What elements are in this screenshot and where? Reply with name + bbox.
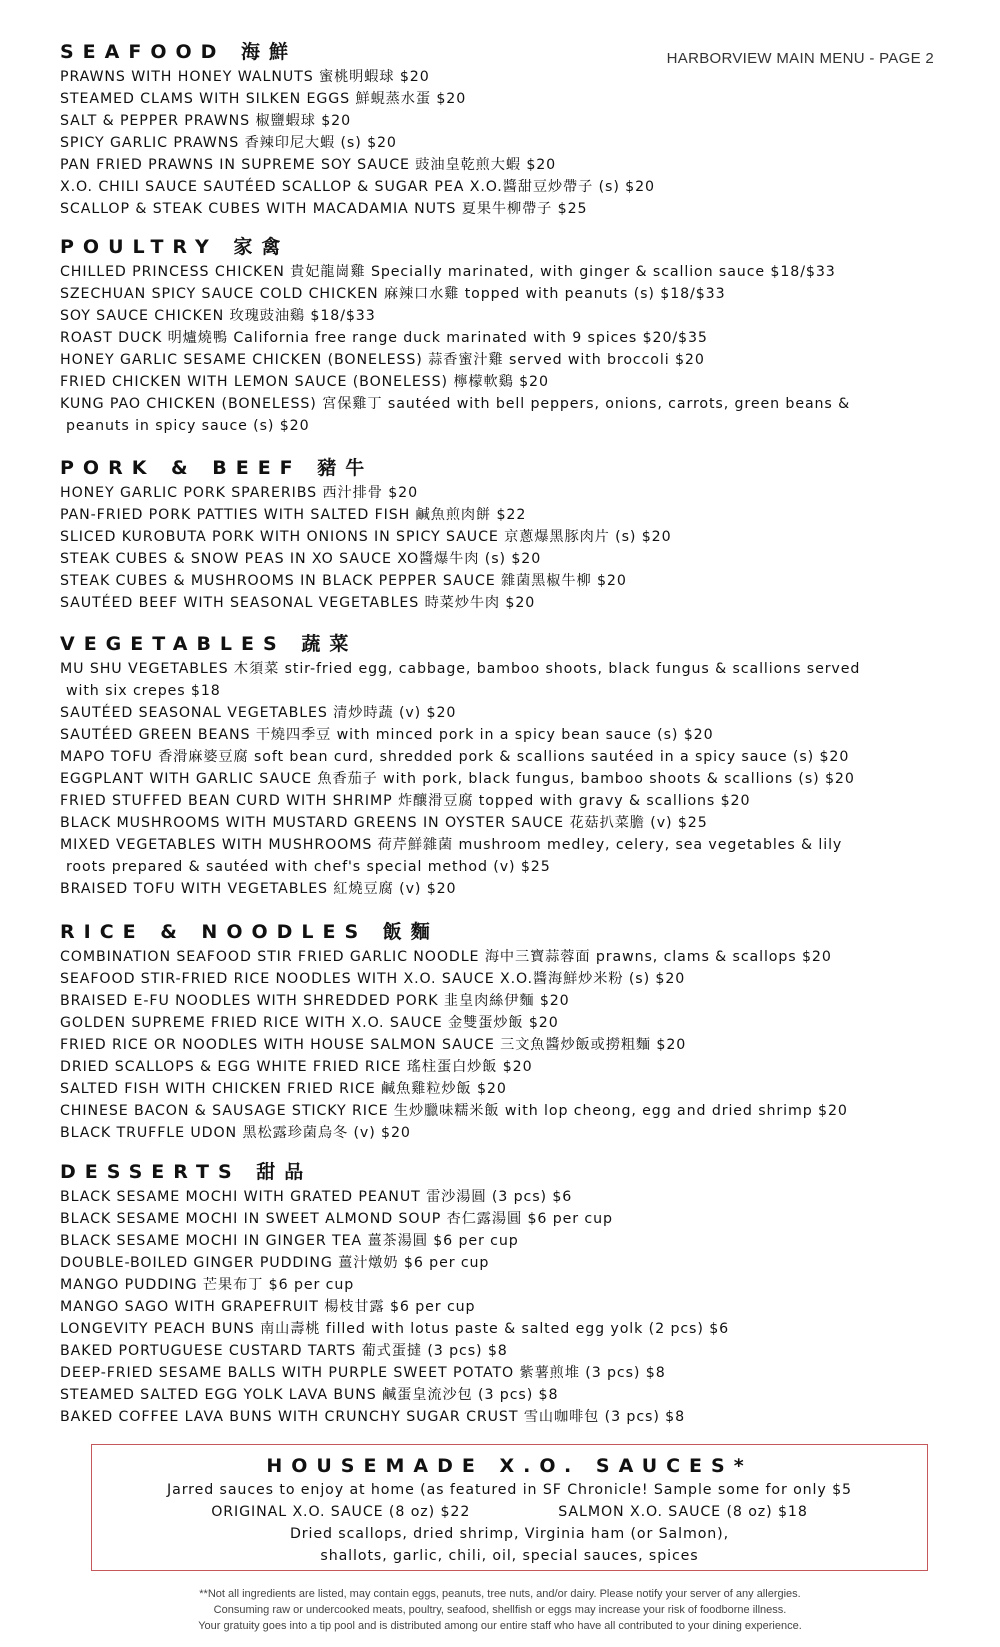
xo-box-subtitle: Jarred sauces to enjoy at home (as featured in SF Chronicle! Sample some for only $5 [167, 1482, 852, 1498]
section-desserts [60, 1158, 960, 1428]
menu-item: DRIED SCALLOPS & EGG WHITE FRIED RICE 瑤柱蛋白炒飯 $20 [60, 1059, 533, 1075]
menu-item: STEAMED SALTED EGG YOLK LAVA BUNS 鹹蛋皇流沙包 (3 pcs) $8 [60, 1387, 559, 1403]
menu-item: MIXED VEGETABLES WITH MUSHROOMS 荷芹鮮雜菌 mushroom medley, celery, sea vegetables & lily [60, 837, 843, 853]
menu-item: SZECHUAN SPICY SAUCE COLD CHICKEN 麻辣口水雞 topped with peanuts (s) $18/$33 [60, 286, 726, 302]
menu-item: DOUBLE-BOILED GINGER PUDDING 薑汁燉奶 $6 per cup [60, 1255, 490, 1271]
menu-item: ROAST DUCK 明爐燒鴨 California free range duck marinated with 9 spices $20/$35 [60, 330, 708, 346]
menu-item: FRIED RICE OR NOODLES WITH HOUSE SALMON SAUCE 三文魚醬炒飯或撈粗麵 $20 [60, 1037, 687, 1053]
xo-description: shallots, garlic, chili, oil, special sauces, spices [320, 1548, 699, 1564]
menu-item: MAPO TOFU 香滑麻婆豆腐 soft bean curd, shredded pork & scallions sautéed in a spicy sauce (s) $20 [60, 749, 850, 765]
xo-price-row [92, 1501, 927, 1523]
menu-item: STEAMED CLAMS WITH SILKEN EGGS 鮮蜆蒸水蛋 $20 [60, 91, 467, 107]
menu-item: BLACK MUSHROOMS WITH MUSTARD GREENS IN OYSTER SAUCE 花菇扒菜膽 (v) $25 [60, 815, 708, 831]
menu-item: SALT & PEPPER PRAWNS 椒鹽蝦球 $20 [60, 113, 351, 129]
menu-item: SAUTÉED BEEF WITH SEASONAL VEGETABLES 時菜炒牛肉 $20 [60, 595, 536, 611]
menu-item: BRAISED E-FU NOODLES WITH SHREDDED PORK 韭皇肉絲伊麵 $20 [60, 993, 570, 1009]
section-title: POULTRY 家禽 [60, 236, 290, 258]
menu-item: KUNG PAO CHICKEN (BONELESS) 宮保雞丁 sautéed with bell peppers, onions, carrots, green beans & [60, 396, 851, 412]
menu-item: STEAK CUBES & MUSHROOMS IN BLACK PEPPER SAUCE 雜菌黑椒牛柳 $20 [60, 573, 627, 589]
menu-item: BAKED PORTUGUESE CUSTARD TARTS 葡式蛋撻 (3 pcs) $8 [60, 1343, 508, 1359]
menu-item: SOY SAUCE CHICKEN 玫瑰豉油鷄 $18/$33 [60, 308, 376, 324]
menu-item: MANGO PUDDING 芒果布丁 $6 per cup [60, 1277, 355, 1293]
item-list [60, 1186, 960, 1428]
menu-item: BLACK SESAME MOCHI WITH GRATED PEANUT 雷沙湯圓 (3 pcs) $6 [60, 1189, 573, 1205]
item-list [60, 946, 960, 1144]
item-list [60, 482, 960, 614]
menu-item: FRIED CHICKEN WITH LEMON SAUCE (BONELESS) 檸檬軟鷄 $20 [60, 374, 549, 390]
gratuity-note: Your gratuity goes into a tip pool and is distributed among our entire staff who have all contributed to your dining experience. [198, 1620, 802, 1632]
menu-item-continued: roots prepared & sautéed with chef's special method (v) $25 [66, 859, 551, 875]
menu-item: COMBINATION SEAFOOD STIR FRIED GARLIC NOODLE 海中三寶蒜蓉面 prawns, clams & scallops $20 [60, 949, 832, 965]
item-list [60, 66, 960, 220]
page-label: HARBORVIEW MAIN MENU - PAGE 2 [666, 50, 934, 67]
xo-original-price: ORIGINAL X.O. SAUCE (8 oz) $22 [211, 1504, 471, 1520]
menu-item: SCALLOP & STEAK CUBES WITH MACADAMIA NUTS 夏果牛柳帶子 $25 [60, 201, 588, 217]
section-poultry [60, 233, 960, 437]
menu-item: HONEY GARLIC PORK SPARERIBS 西汁排骨 $20 [60, 485, 419, 501]
menu-item: BAKED COFFEE LAVA BUNS WITH CRUNCHY SUGAR CRUST 雪山咖啡包 (3 pcs) $8 [60, 1409, 686, 1425]
item-list [60, 261, 960, 437]
menu-item: CHILLED PRINCESS CHICKEN 貴妃龍崗雞 Specially marinated, with ginger & scallion sauce $18/$33 [60, 264, 836, 280]
menu-item: DEEP-FRIED SESAME BALLS WITH PURPLE SWEET POTATO 紫薯煎堆 (3 pcs) $8 [60, 1365, 666, 1381]
footer-notes [0, 1586, 1000, 1634]
allergy-note: **Not all ingredients are listed, may contain eggs, peanuts, tree nuts, and/or dairy. Please notify your server of any allergies. [199, 1588, 801, 1600]
menu-item: BLACK SESAME MOCHI IN GINGER TEA 薑茶湯圓 $6 per cup [60, 1233, 519, 1249]
menu-item: HONEY GARLIC SESAME CHICKEN (BONELESS) 蒜香蜜汁雞 served with broccoli $20 [60, 352, 705, 368]
section-title: VEGETABLES 蔬菜 [60, 633, 358, 655]
xo-description: Dried scallops, dried shrimp, Virginia ham (or Salmon), [289, 1526, 730, 1542]
menu-item: SLICED KUROBUTA PORK WITH ONIONS IN SPICY SAUCE 京蔥爆黑豚肉片 (s) $20 [60, 529, 672, 545]
menu-item: BRAISED TOFU WITH VEGETABLES 紅燒豆腐 (v) $20 [60, 881, 457, 897]
section-title: RICE & NOODLES 飯麵 [60, 921, 439, 943]
menu-item: SAUTÉED SEASONAL VEGETABLES 清炒時蔬 (v) $20 [60, 705, 457, 721]
menu-item: LONGEVITY PEACH BUNS 南山壽桃 filled with lotus paste & salted egg yolk (2 pcs) $6 [60, 1321, 730, 1337]
section-pork-beef [60, 454, 960, 614]
menu-item: X.O. CHILI SAUCE SAUTÉED SCALLOP & SUGAR PEA X.O.醬甜豆炒帶子 (s) $20 [60, 179, 655, 195]
menu-item: SALTED FISH WITH CHICKEN FRIED RICE 鹹魚雞粒炒飯 $20 [60, 1081, 507, 1097]
menu-item: SAUTÉED GREEN BEANS 干燒四季豆 with minced pork in a spicy bean sauce (s) $20 [60, 727, 714, 743]
section-vegetables [60, 630, 960, 900]
menu-item: MU SHU VEGETABLES 木須菜 stir-fried egg, cabbage, bamboo shoots, black fungus & scallions served [60, 661, 861, 677]
section-title: SEAFOOD 海鮮 [60, 41, 298, 63]
xo-box-title: HOUSEMADE X.O. SAUCES* [266, 1455, 753, 1477]
menu-item: MANGO SAGO WITH GRAPEFRUIT 楊枝甘露 $6 per cup [60, 1299, 476, 1315]
menu-item: FRIED STUFFED BEAN CURD WITH SHRIMP 炸釀滑豆腐 topped with gravy & scallions $20 [60, 793, 751, 809]
menu-item: CHINESE BACON & SAUSAGE STICKY RICE 生炒臘味糯米飯 with lop cheong, egg and dried shrimp $20 [60, 1103, 848, 1119]
menu-item: EGGPLANT WITH GARLIC SAUCE 魚香茄子 with pork, black fungus, bamboo shoots & scallions (s) $20 [60, 771, 855, 787]
menu-item: PAN-FRIED PORK PATTIES WITH SALTED FISH 鹹魚煎肉餅 $22 [60, 507, 527, 523]
xo-salmon-price: SALMON X.O. SAUCE (8 oz) $18 [558, 1504, 808, 1520]
section-seafood [60, 38, 960, 220]
item-list [60, 658, 960, 900]
menu-item: STEAK CUBES & SNOW PEAS IN XO SAUCE XO醬爆牛肉 (s) $20 [60, 551, 542, 567]
section-title: PORK & BEEF 豬牛 [60, 457, 374, 479]
section-title: DESSERTS 甜品 [60, 1161, 313, 1183]
menu-item: BLACK TRUFFLE UDON 黑松露珍菌烏冬 (v) $20 [60, 1125, 411, 1141]
menu-item: SPICY GARLIC PRAWNS 香辣印尼大蝦 (s) $20 [60, 135, 397, 151]
menu-item: PRAWNS WITH HONEY WALNUTS 蜜桃明蝦球 $20 [60, 69, 430, 85]
section-rice-noodles [60, 918, 960, 1144]
menu-item-continued: peanuts in spicy sauce (s) $20 [66, 418, 310, 434]
menu-item-continued: with six crepes $18 [66, 683, 221, 699]
menu-item: GOLDEN SUPREME FRIED RICE WITH X.O. SAUCE 金雙蛋炒飯 $20 [60, 1015, 559, 1031]
menu-item: BLACK SESAME MOCHI IN SWEET ALMOND SOUP 杏仁露湯圓 $6 per cup [60, 1211, 613, 1227]
menu-item: SEAFOOD STIR-FRIED RICE NOODLES WITH X.O. SAUCE X.O.醬海鮮炒米粉 (s) $20 [60, 971, 686, 987]
consumption-warning: Consuming raw or undercooked meats, poultry, seafood, shellfish or eggs may increase your risk of foodborne illness. [213, 1604, 787, 1616]
menu-item: PAN FRIED PRAWNS IN SUPREME SOY SAUCE 豉油皇乾煎大蝦 $20 [60, 157, 557, 173]
xo-sauce-box [91, 1444, 928, 1571]
